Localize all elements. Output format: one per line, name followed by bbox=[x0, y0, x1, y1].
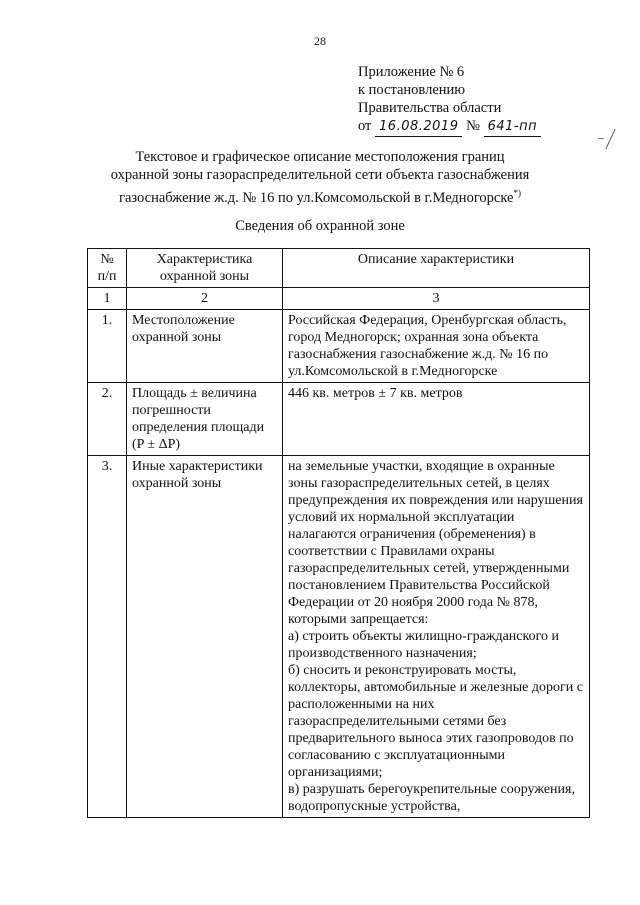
description-paragraph: б) сносить и реконструировать мосты, коллекторы, автомобильные и железные дороги с расположенными на них газораспределительными сетями без предварительного выноса этих газопроводов по согласованию с эксплуатационными организациями; bbox=[288, 663, 583, 780]
protection-zone-table bbox=[87, 248, 590, 818]
numbering-cell: 3 bbox=[283, 288, 590, 310]
pen-mark-small bbox=[598, 138, 604, 139]
handwritten-date: 16.08.2019 bbox=[375, 118, 462, 137]
row-description bbox=[283, 310, 590, 383]
table-header-row bbox=[88, 249, 590, 288]
row-description bbox=[283, 383, 590, 456]
row-number: 3. bbox=[88, 456, 127, 818]
row-description bbox=[283, 456, 590, 818]
row-characteristic: Иные характеристики охранной зоны bbox=[127, 456, 283, 818]
table-numbering-row bbox=[88, 288, 590, 310]
appendix-line-3: Правительства области bbox=[358, 100, 502, 116]
row-number: 2. bbox=[88, 383, 127, 456]
header-description: Описание характеристики bbox=[283, 249, 590, 288]
description-paragraph: на земельные участки, входящие в охранные зоны газораспределительных сетей, в целях предупреждения их повреждения или нарушения условий их нормальной эксплуатации налагаются ограничения (обременения) в соответствии с Правилами охраны газораспределительных сетей, утвержденными постановлением Правительства Российской Федерации от 20 ноября 2000 года № 878, которыми запрещается: bbox=[288, 459, 583, 627]
description-paragraph: 446 кв. метров ± 7 кв. метров bbox=[288, 386, 463, 401]
from-label: от bbox=[358, 118, 372, 134]
section-subtitle: Сведения об охранной зоне bbox=[235, 218, 405, 234]
table-row bbox=[88, 456, 590, 818]
description-paragraph: а) строить объекты жилищно-гражданского и производственного назначения; bbox=[288, 629, 559, 661]
pen-mark bbox=[605, 129, 615, 149]
row-characteristic: Площадь ± величина погрешности определения площади (P ± ΔP) bbox=[127, 383, 283, 456]
description-paragraph: в) разрушать берегоукрепительные сооружения, водопропускные устройства, bbox=[288, 782, 575, 814]
appendix-line-1: Приложение № 6 bbox=[358, 64, 465, 80]
table-row bbox=[88, 383, 590, 456]
page-number: 28 bbox=[314, 34, 326, 48]
row-characteristic: Местоположение охранной зоны bbox=[127, 310, 283, 383]
title-line-1: Текстовое и графическое описание местоположения границ bbox=[135, 149, 505, 165]
header-characteristic: Характеристика охранной зоны bbox=[127, 249, 283, 288]
appendix-block bbox=[358, 63, 541, 137]
header-number: № п/п bbox=[88, 249, 127, 288]
table-row bbox=[88, 310, 590, 383]
appendix-line-2: к постановлению bbox=[358, 82, 466, 98]
footnote-mark: *) bbox=[513, 188, 521, 198]
handwritten-number: 641-пп bbox=[484, 118, 542, 137]
appendix-date-line bbox=[358, 117, 541, 137]
row-number: 1. bbox=[88, 310, 127, 383]
numbering-cell: 2 bbox=[127, 288, 283, 310]
numbering-cell: 1 bbox=[88, 288, 127, 310]
document-title bbox=[0, 148, 640, 207]
title-line-3 bbox=[0, 184, 640, 207]
description-paragraph: Российская Федерация, Оренбургская область, город Медногорск; охранная зона объекта газоснабжения газоснабжение ж.д. № 16 по ул.Комсомольской в г.Медногорске bbox=[288, 313, 567, 379]
title-line-3-text: газоснабжение ж.д. № 16 по ул.Комсомольской в г.Медногорске bbox=[119, 189, 514, 206]
title-line-2: охранной зоны газораспределительной сети объекта газоснабжения bbox=[110, 167, 530, 183]
number-label: № bbox=[466, 118, 480, 134]
